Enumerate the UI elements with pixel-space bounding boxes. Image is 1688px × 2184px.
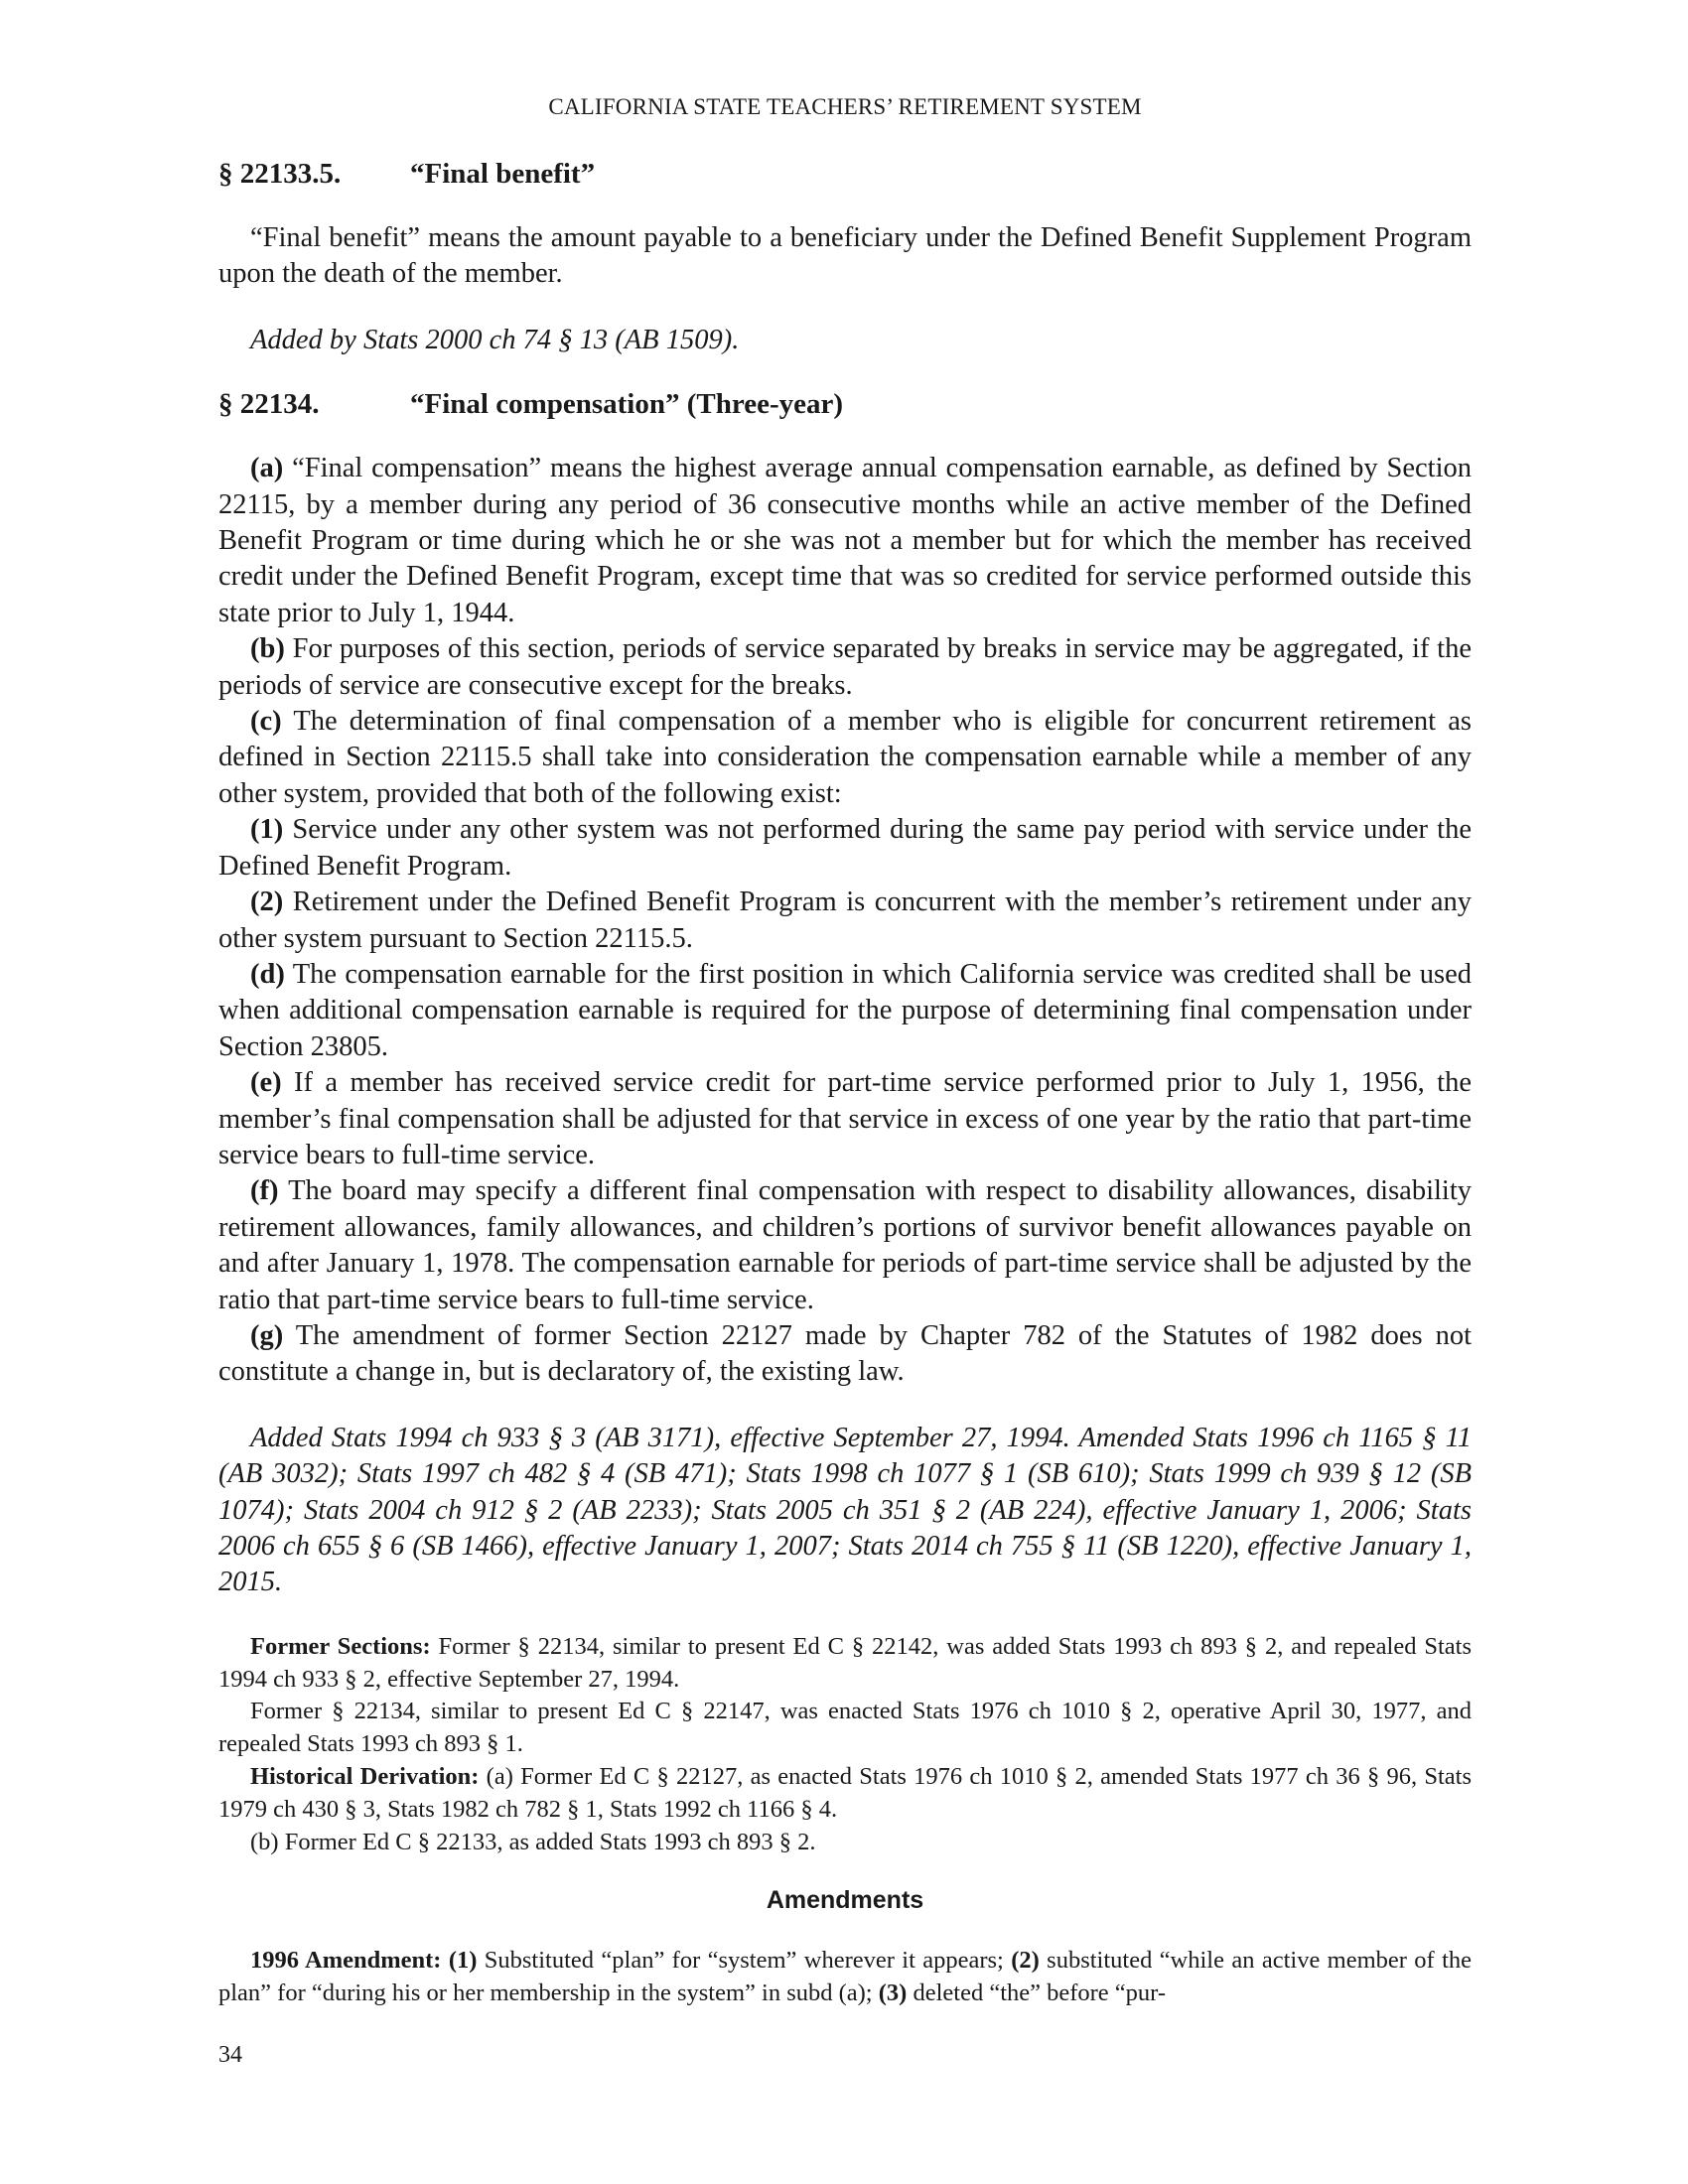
page-number: 34 [218, 2042, 242, 2068]
subdivision-label: (g) [250, 1319, 284, 1351]
subdivision-label: (2) [250, 887, 284, 918]
amendment-item-number: (2) [1011, 1947, 1040, 1975]
subdivision-label: (f) [250, 1175, 279, 1207]
subdivision-d [218, 957, 1472, 1065]
amendment-item-text: deleted “the” before “pur- [913, 1979, 1167, 2007]
note-label: Former Sections: [250, 1632, 431, 1660]
subdivision-label: (1) [250, 814, 284, 846]
subdivision-text: If a member has received service credit for part-time service performed prior to July 1, 1956, the member’s final compensation shall be adjusted for that service in excess of one year by the ratio that part-time service bears to full-time service. [218, 1067, 1472, 1170]
section-number: § 22133.5. [218, 158, 342, 190]
amendments-heading: Amendments [766, 1886, 924, 1915]
subdivision-text: The amendment of former Section 22127 made by Chapter 782 of the Statutes of 1982 does not constitute a change in, but is declaratory of, the existing law. [218, 1319, 1472, 1388]
note-text: Former § 22134, similar to present Ed C § 22147, was enacted Stats 1976 ch 1010 § 2, operative April 30, 1977, and repealed Stats 1993 ch 893 § 1. [218, 1698, 1472, 1758]
section-body: “Final benefit” means the amount payable to a beneficiary under the Defined Benefit Supplement Program upon the death of the member. [218, 222, 1472, 290]
section-heading-22134 [218, 388, 1472, 421]
subdivision-label: (e) [250, 1067, 282, 1099]
section-heading-22133-5 [218, 158, 1472, 191]
document-page [218, 94, 1472, 2010]
subdivision-c [218, 704, 1472, 812]
amendment-item-number: (1) [448, 1947, 478, 1975]
amendment-item-text: Substituted “plan” for “system” wherever it appears; [484, 1947, 1004, 1975]
amendment-item-text: substituted “while an active member of the plan” for “during his or her membership in the system” in subd (a); [218, 1947, 1473, 2007]
subdivision-label: (d) [250, 958, 285, 990]
amendment-1996 [218, 1945, 1472, 2010]
subdivision-e [218, 1065, 1472, 1173]
section-title: “Final benefit” [410, 158, 596, 190]
subdivision-text: Retirement under the Defined Benefit Program is concurrent with the member’s retirement under any other system pursuant to Section 22115.5. [218, 887, 1473, 954]
subdivision-text: The determination of final compensation of a member who is eligible for concurrent retirement as defined in Section 22115.5 shall take into consideration the compensation earnable while a member of any other system, provided that both of the following exist: [218, 706, 1472, 809]
note-text: Former § 22134, similar to present Ed C § 22142, was added Stats 1993 ch 893 § 2, and repealed Stats 1994 ch 933 § 2, effective September 27, 1994. [218, 1632, 1473, 1693]
historical-derivation-note-b [218, 1827, 1472, 1859]
subdivision-g [218, 1318, 1472, 1391]
running-head: CALIFORNIA STATE TEACHERS’ RETIREMENT SYSTEM [548, 94, 1142, 119]
subdivision-label: (a) [250, 453, 284, 484]
former-sections-note-2 [218, 1696, 1472, 1761]
subdivision-label: (b) [250, 633, 285, 665]
subdivision-a [218, 451, 1472, 631]
subdivision-text: The board may specify a different final compensation with respect to disability allowances, disability retirement allowances, family allowances, and children’s portions of survivor benefit allowances payable on and after January 1, 1978. The compensation earnable for periods of part-time service shall be adjusted by the ratio that part-time service bears to full-time service. [218, 1175, 1472, 1315]
subdivision-text: “Final compensation” means the highest average annual compensation earnable, as defined by Section 22115, by a member during any period of 36 consecutive months while an active member of the Defined Benefit Program or time during which he or she was not a member but for which the member has received credit under the Defined Benefit Program, except time that was so credited for service performed outside this state prior to July 1, 1944. [218, 453, 1472, 628]
subdivision-label: (c) [250, 706, 282, 738]
note-label: Historical Derivation: [250, 1763, 480, 1790]
note-text: (a) Former Ed C § 22127, as enacted Stats 1976 ch 1010 § 2, amended Stats 1977 ch 36 § 96, Stats 1979 ch 430 § 3, Stats 1982 ch 782 § 1, Stats 1992 ch 1166 § 4. [218, 1763, 1472, 1823]
paragraph-1 [218, 812, 1472, 885]
note-text: (b) Former Ed C § 22133, as added Stats 1993 ch 893 § 2. [250, 1828, 816, 1855]
amendment-label: 1996 Amendment: [250, 1947, 442, 1975]
former-sections-note [218, 1631, 1472, 1697]
amendment-item-number: (3) [878, 1979, 908, 2007]
section-history: Added by Stats 2000 ch 74 § 13 (AB 1509). [250, 324, 740, 355]
subdivision-text: Service under any other system was not performed during the same pay period with service under the Defined Benefit Program. [218, 814, 1472, 882]
subdivision-text: The compensation earnable for the first position in which California service was credited shall be used when additional compensation earnable is required for the purpose of determining final compensation under Section 23805. [218, 958, 1472, 1062]
paragraph-2 [218, 885, 1472, 957]
historical-derivation-note [218, 1761, 1472, 1827]
section-history: Added Stats 1994 ch 933 § 3 (AB 3171), effective September 27, 1994. Amended Stats 1996 ch 1165 § 11 (AB 3032); Stats 1997 ch 482 § 4 (SB 471); Stats 1998 ch 1077 § 1 (SB 610); Stats 1999 ch 939 § 12 (SB 1074); Stats 2004 ch 912 § 2 (AB 2233); Stats 2005 ch 351 § 2 (AB 224), effective January 1, 2006; Stats 2006 ch 655 § 6 (SB 1466), effective January 1, 2007; Stats 2014 ch 755 § 11 (SB 1220), effective January 1, 2015. [218, 1422, 1472, 1598]
subdivision-f [218, 1173, 1472, 1318]
subdivision-b [218, 631, 1472, 704]
section-number: § 22134. [218, 388, 320, 421]
section-title: “Final compensation” (Three-year) [410, 388, 844, 421]
subdivision-text: For purposes of this section, periods of service separated by breaks in service may be aggregated, if the periods of service are consecutive except for the breaks. [218, 633, 1472, 701]
